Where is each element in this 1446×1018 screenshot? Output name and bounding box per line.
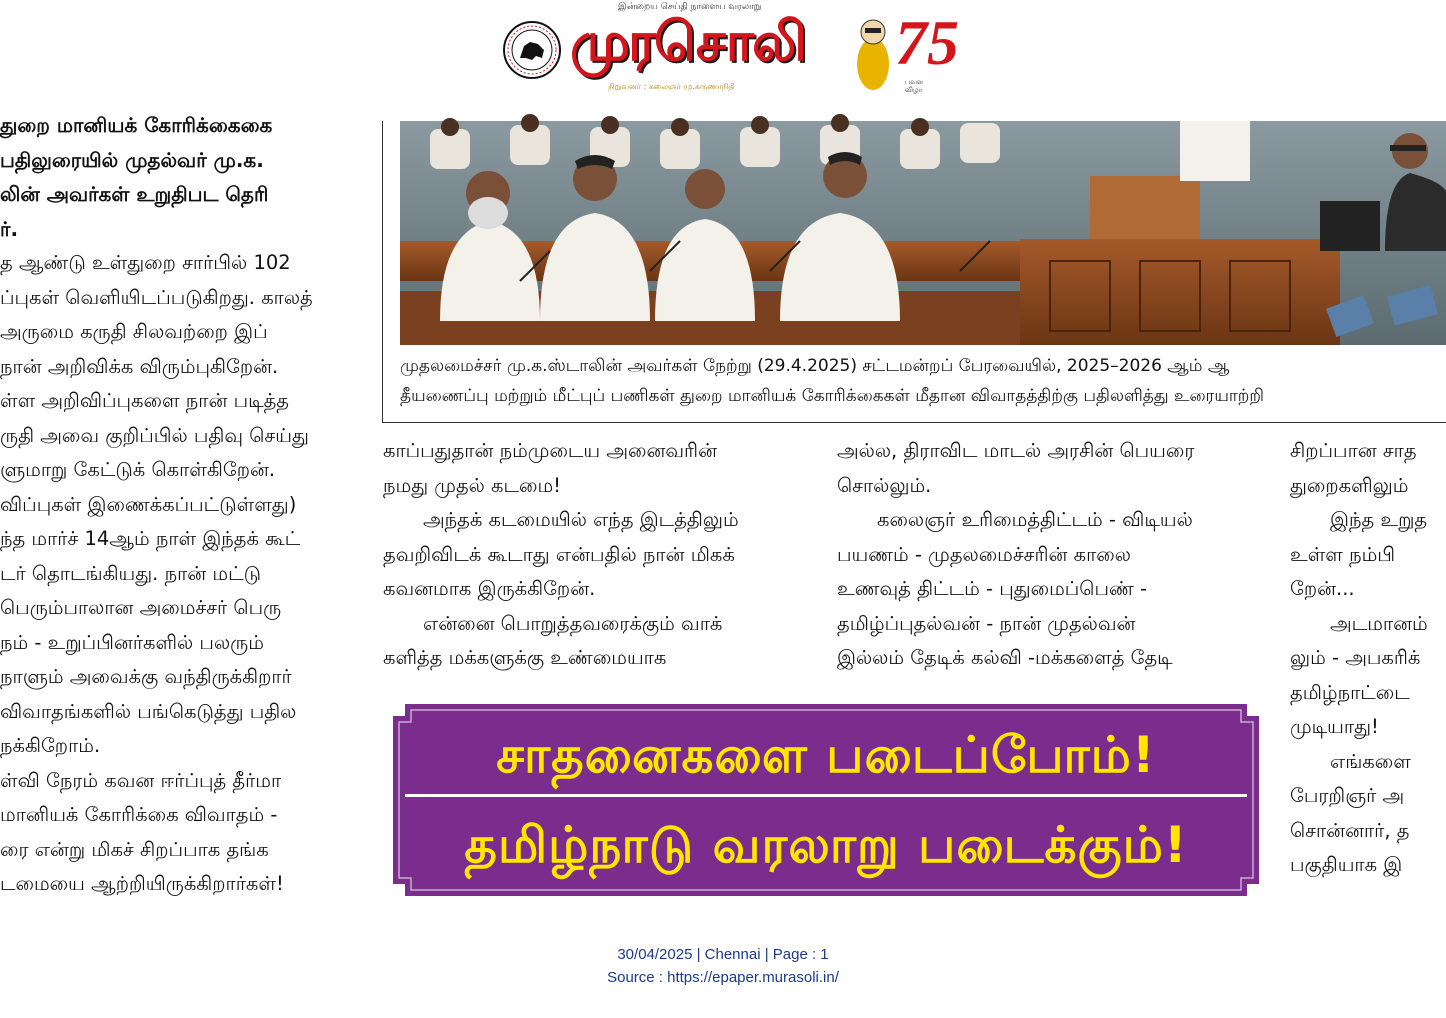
right-column-line: துறைகளிலும் <box>1290 473 1409 497</box>
photo-caption <box>400 351 1446 411</box>
right-column-line: லும் - அபகரிக் <box>1290 646 1421 669</box>
middle-article-column-2 <box>837 434 1262 676</box>
party-seal-icon <box>502 20 562 80</box>
mid-column-2-line: இல்லம் தேடிக் கல்வி -மக்களைத் தேடி <box>837 646 1173 669</box>
mid-column-1-line: களித்த மக்களுக்கு உண்மையாக <box>383 646 667 669</box>
mid-column-1-line: நமது முதல் கடமை! <box>383 473 562 497</box>
left-column-line: பெரும்பாலான அமைச்சர் பெரு <box>0 596 282 619</box>
left-column-line: த ஆண்டு உள்துறை சார்பில் 102 <box>0 251 291 274</box>
left-column-line: அருமை கருதி சிலவற்றை இப் <box>0 320 268 343</box>
left-column-line: விப்புகள் இணைக்கப்பட்டுள்ளது) <box>0 492 297 516</box>
left-column-line: துறை மானியக் கோரிக்கைகை <box>0 113 273 137</box>
left-column-line: ருதி அவை குறிப்பில் பதிவு செய்து <box>0 423 309 447</box>
right-column-line: முடியாது! <box>1290 715 1379 738</box>
mid-column-2-line: கலைஞர் உரிமைத்திட்டம் - விடியல் <box>877 508 1193 531</box>
right-article-column <box>1290 434 1446 883</box>
left-column-line: ந்த மார்ச் 14ஆம் நாள் இந்தக் கூட் <box>0 527 301 550</box>
caption-line-2: தீயணைப்பு மற்றும் மீட்புப் பணிகள் துறை மானியக் கோரிக்கைகள் மீதான விவாதத்திற்கு பதிலளித்து உரையாற்றி <box>400 386 1264 406</box>
left-column-line: லின் அவர்கள் உறுதிபட தெரி <box>0 182 269 206</box>
right-column-line: பேரறிஞர் அ <box>1290 784 1405 807</box>
founder-line: நிறுவனர் : கலைஞர் மு.கருணாநிதி <box>608 82 735 91</box>
left-article-column <box>0 108 352 902</box>
anniversary-75-emblem-icon <box>843 2 959 102</box>
mid-column-2-line: தமிழ்ப்புதல்வன் - நான் முதல்வன் <box>837 611 1136 635</box>
brand-logo-text: முரசொலி <box>570 10 805 73</box>
right-column-line: அடமானம் <box>1330 611 1428 635</box>
left-column-line: டர் தொடங்கியது. நான் மட்டு <box>0 561 262 585</box>
left-column-line: விவாதங்களில் பங்கெடுத்து பதில <box>0 699 297 723</box>
masthead-tagline: இன்றைய செய்தி நாளைய வரலாறு <box>618 2 762 12</box>
left-column-line: நக்கிறோம். <box>0 734 101 757</box>
footer-source-link[interactable]: Source : https://epaper.murasoli.in/ <box>607 969 839 986</box>
left-column-line: ப்புகள் வெளியிடப்படுகிறது. காலத் <box>0 285 313 309</box>
left-column-line: மானியக் கோரிக்கை விவாதம் - <box>0 803 278 826</box>
middle-article-column-1 <box>383 434 813 676</box>
mid-column-1-line: தவறிவிடக் கூடாது என்பதில் நான் மிகக் <box>383 542 735 566</box>
mid-column-2-line: சொல்லும். <box>837 473 932 497</box>
footer-date-page: 30/04/2025 | Chennai | Page : 1 <box>617 946 829 963</box>
mid-column-2-line: உணவுத் திட்டம் - புதுமைப்பெண் - <box>837 577 1148 600</box>
right-column-line: றேன்... <box>1290 577 1355 600</box>
slogan-banner <box>393 704 1259 896</box>
svg-text:விழா: விழா <box>905 86 923 94</box>
mid-column-1-line: காப்பதுதான் நம்முடைய அனைவரின் <box>383 439 717 462</box>
right-column-line: தமிழ்நாட்டை <box>1290 680 1410 704</box>
left-column-line: பதிலுரையில் முதல்வர் மு.க. <box>0 147 264 172</box>
left-column-line: நாளும் அவைக்கு வந்திருக்கிறார் <box>0 665 292 688</box>
banner-line-1: சாதனைகளை படைப்போம்! <box>496 726 1156 784</box>
right-column-line: உள்ள நம்பி <box>1290 542 1396 566</box>
caption-line-1: முதலமைச்சர் மு.க.ஸ்டாலின் அவர்கள் நேற்று (29.4.2025) சட்டமன்றப் பேரவையில், 2025–2026 ஆம் ஆ <box>400 356 1230 376</box>
left-column-line: ர். <box>0 216 19 241</box>
mid-column-1-line: அந்தக் கடமையில் எந்த இடத்திலும் <box>423 508 739 531</box>
banner-line-2: தமிழ்நாடு வரலாறு படைக்கும்! <box>464 816 1188 874</box>
right-column-line: சிறப்பான சாத <box>1290 439 1417 462</box>
banner-divider <box>405 794 1247 797</box>
masthead <box>498 0 959 108</box>
left-column-line: நம் - உறுப்பினர்களில் பலரும் <box>0 630 264 654</box>
right-column-line: இந்த உறுத <box>1330 508 1428 531</box>
mid-column-1-line: என்னை பொறுத்தவரைக்கும் வாக் <box>423 611 723 635</box>
mid-column-1-line: கவனமாக இருக்கிறேன். <box>383 577 596 600</box>
mid-column-2-line: அல்ல, திராவிட மாடல் அரசின் பெயரை <box>837 439 1195 462</box>
left-column-line: டமையை ஆற்றியிருக்கிறார்கள்! <box>0 872 284 895</box>
svg-text:பவள: பவள <box>905 78 924 86</box>
right-column-line: பகுதியாக இ <box>1290 853 1403 876</box>
right-column-line: எங்களை <box>1330 749 1411 773</box>
left-column-line: ளுமாறு கேட்டுக் கொள்கிறேன். <box>0 458 276 481</box>
left-column-line: ள்ள அறிவிப்புகளை நான் படித்த <box>0 389 290 412</box>
left-column-line: ள்வி நேரம் கவன ஈர்ப்புத் தீர்மா <box>0 768 282 792</box>
mid-column-2-line: பயணம் - முதலமைச்சரின் காலை <box>837 542 1131 566</box>
left-column-line: நான் அறிவிக்க விரும்புகிறேன். <box>0 354 279 378</box>
svg-text:75: 75 <box>895 7 959 78</box>
left-column-line: ரை என்று மிகச் சிறப்பாக தங்க <box>0 837 269 861</box>
right-column-line: சொன்னார், த <box>1290 818 1410 842</box>
